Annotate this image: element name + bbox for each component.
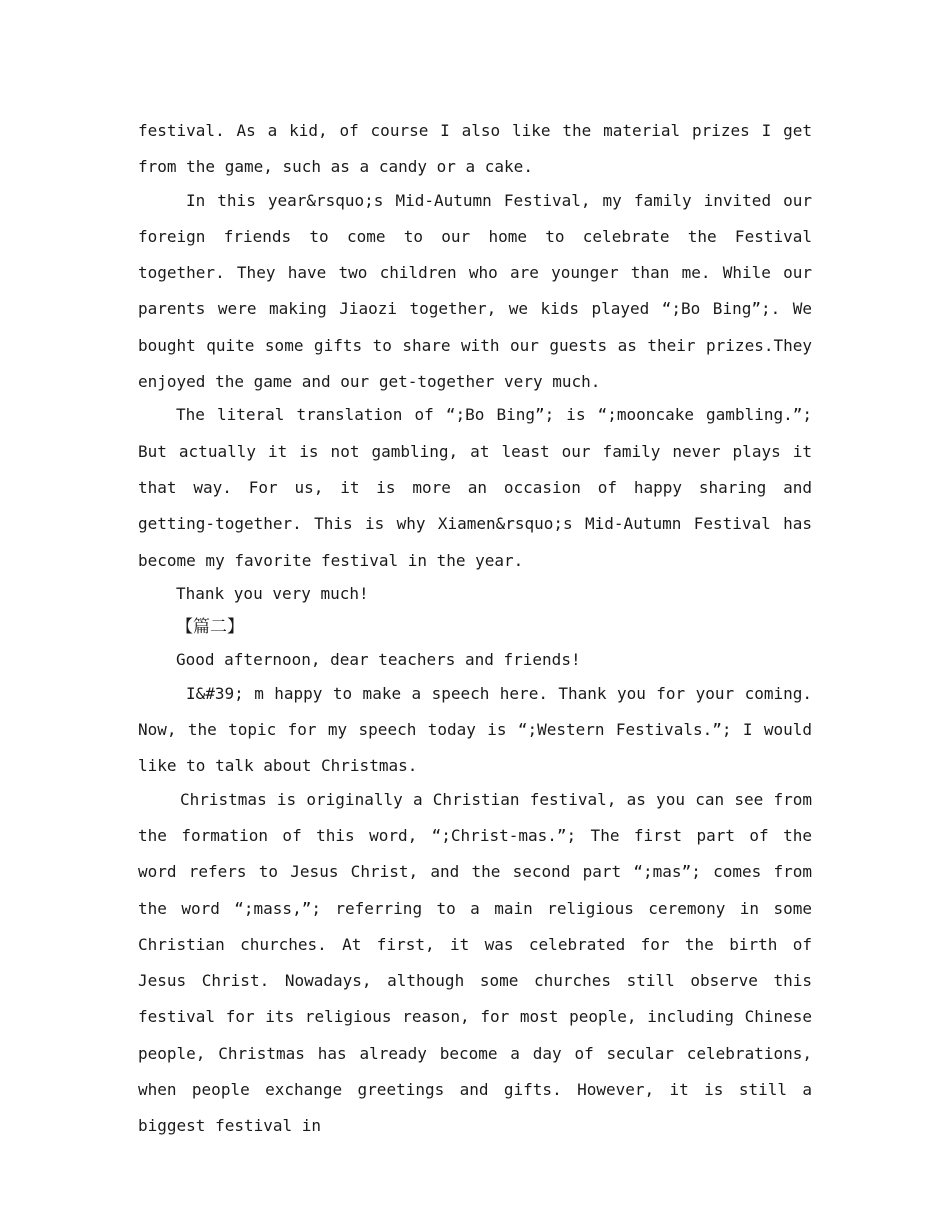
paragraph-greeting: Good afternoon, dear teachers and friends! [176,650,581,670]
paragraph-speech-topic: I&#39; m happy to make a speech here. Thank you for your coming. Now, the topic for my speech today is “;Western Festivals.”; I would like to talk about Christmas. [138,683,812,776]
document-body [138,113,812,1145]
paragraph-mid-autumn: In this year&rsquo;s Mid-Autumn Festival, my family invited our foreign friends to come to our home to celebrate the Festival together. They have two children who are younger than me. While our parents were making Jiaozi together, we kids played “;Bo Bing”;. We bought quite some gifts to share with our guests as their prizes.They enjoyed the game and our get-together very much. [138,190,812,392]
paragraph-christmas: Christmas is originally a Christian festival, as you can see from the formation of this word, “;Christ-mas.”; The first part of the word refers to Jesus Christ, and the second part “;mas”; comes from the word “;mass,”; referring to a main religious ceremony in some Christian churches. At first, it was celebrated for the birth of Jesus Christ. Nowadays, although some churches still observe this festival for its religious reason, for most people, including Chinese people, Christmas has already become a day of secular celebrations, when people exchange greetings and gifts. However, it is still a biggest festival in [138,789,812,1136]
section-heading: 【篇二】 [176,617,244,638]
paragraph-thanks: Thank you very much! [176,583,369,603]
paragraph-festival-intro: festival. As a kid, of course I also like the material prizes I get from the game, such as a candy or a cake. [138,121,812,177]
paragraph-bo-bing: The literal translation of “;Bo Bing”; is “;mooncake gambling.”; But actually it is not gambling, at least our family never plays it that way. For us, it is more an occasion of happy sharing and getting-together. This is why Xiamen&rsquo;s Mid-Autumn Festival has become my favorite festival in the year. [138,405,812,570]
